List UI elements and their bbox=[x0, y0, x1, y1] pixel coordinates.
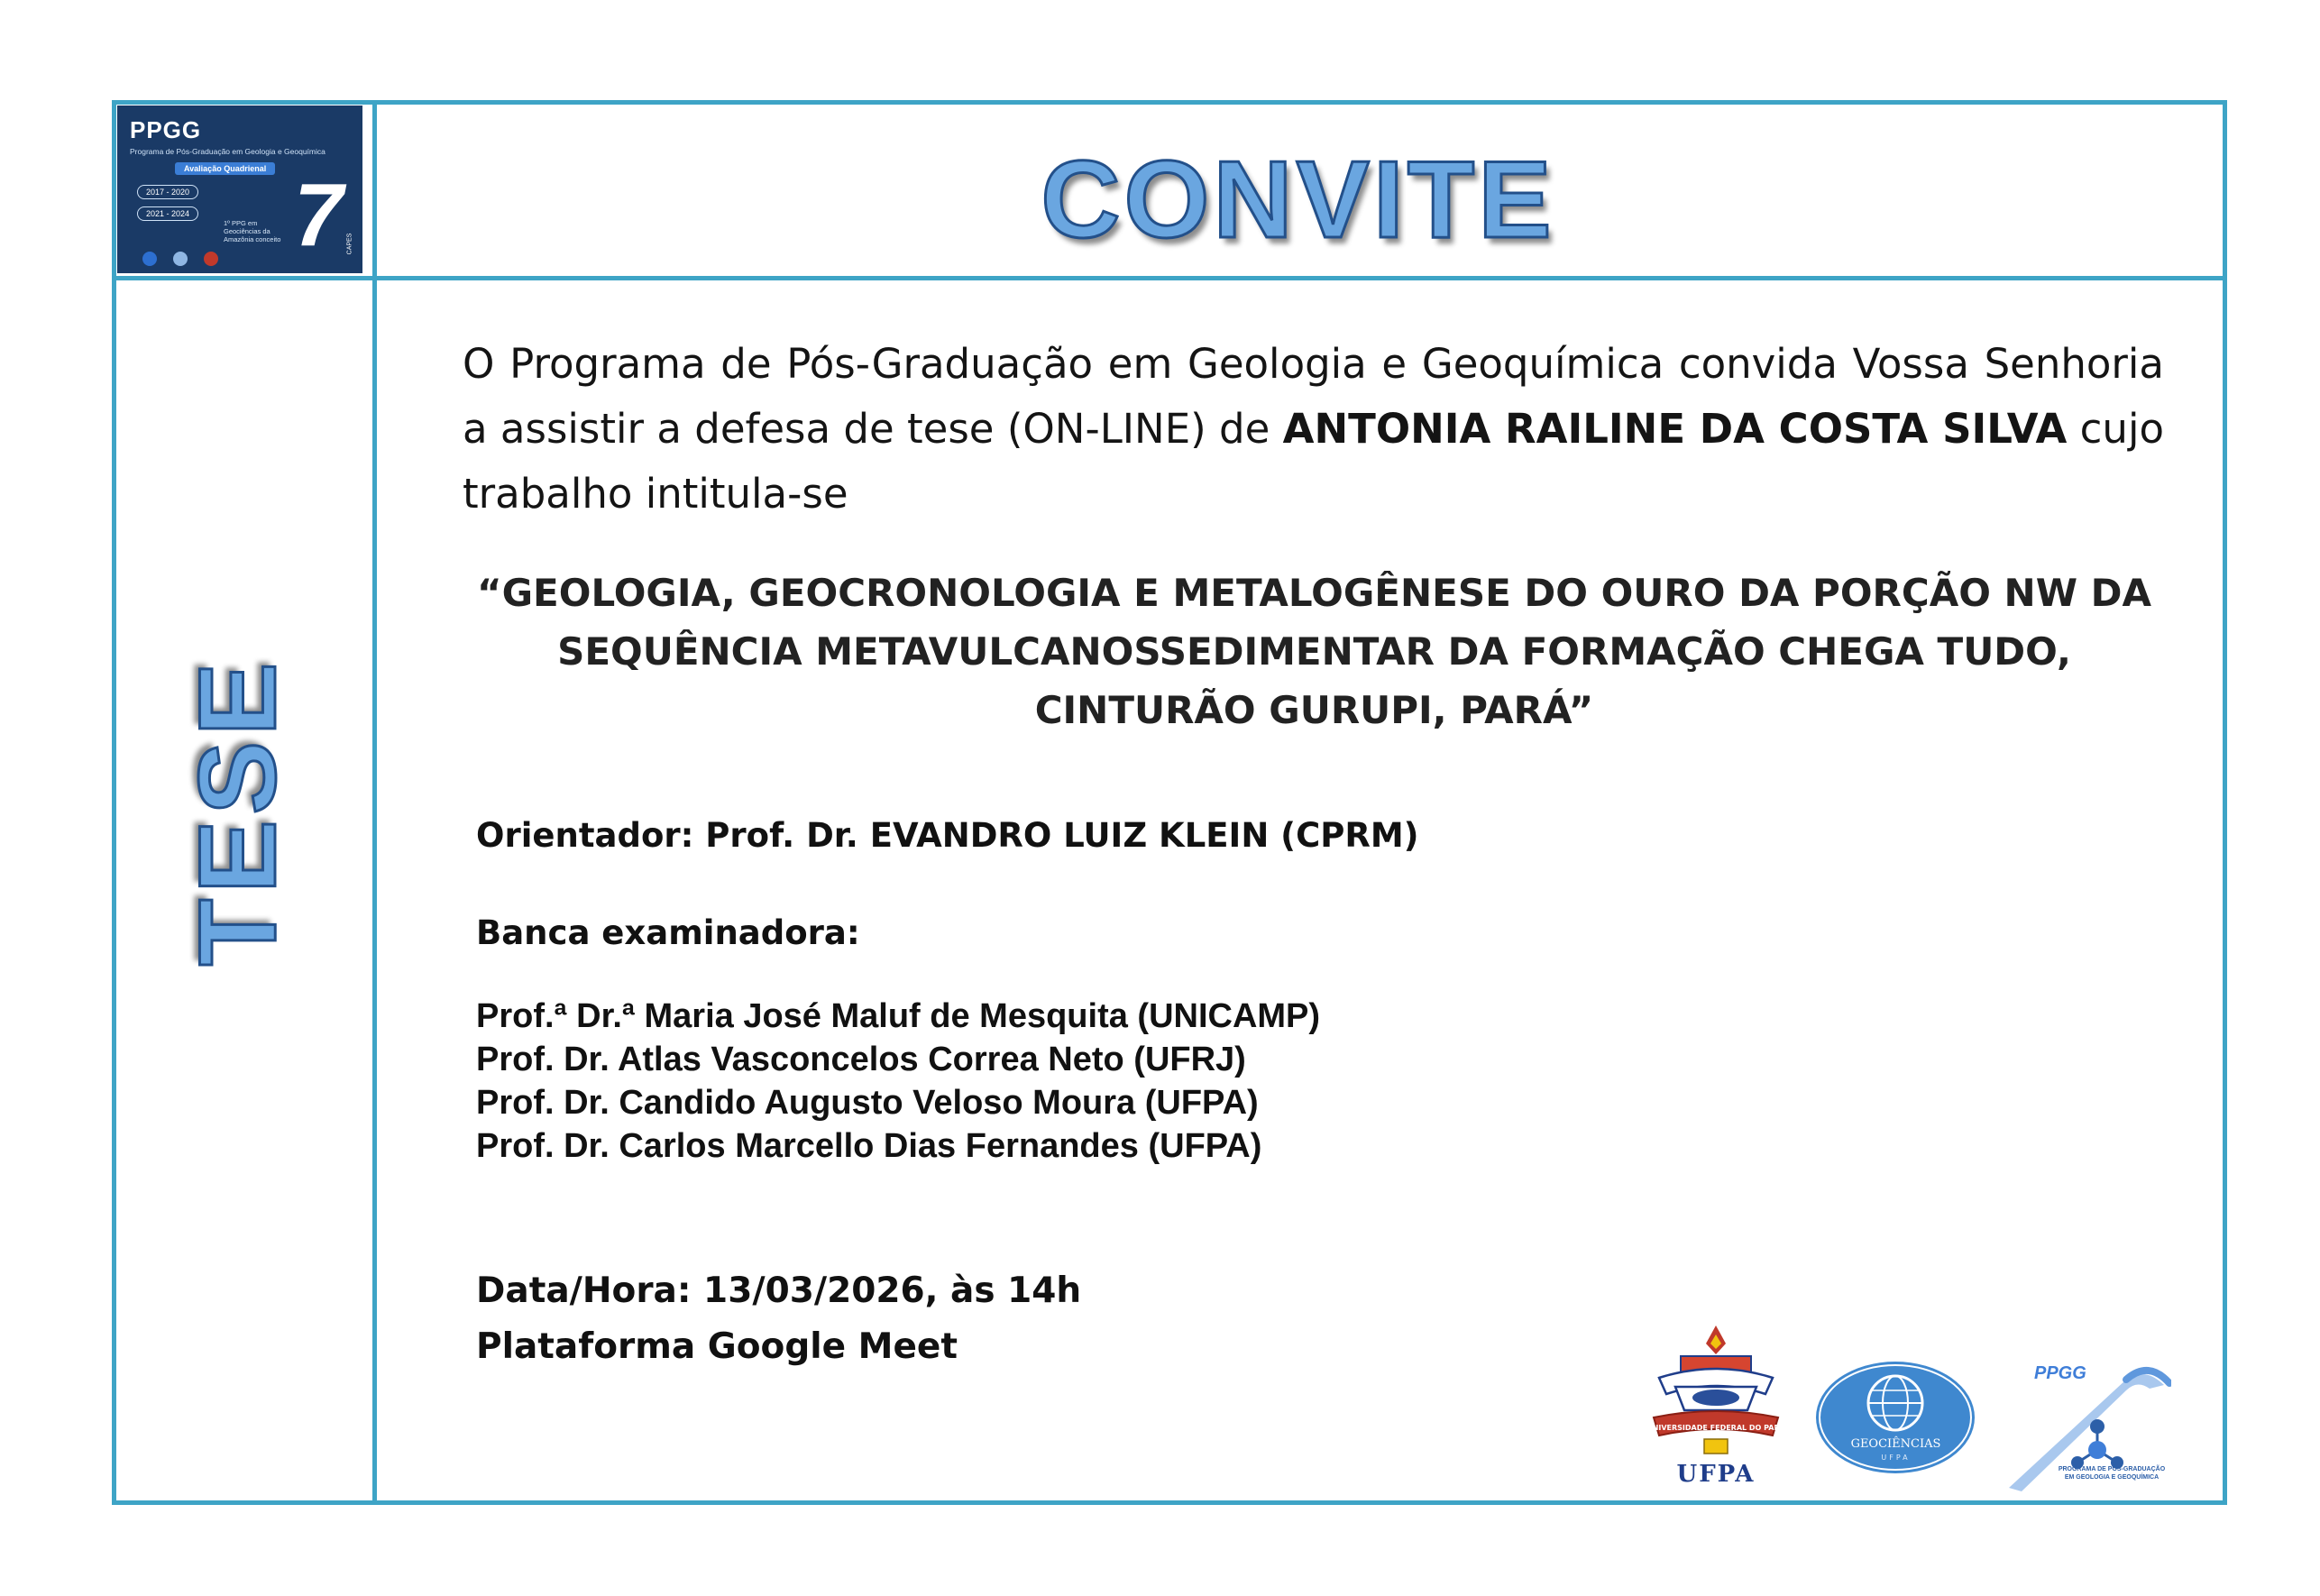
thesis-title: “GEOLOGIA, GEOCRONOLOGIA E METALOGÊNESE DO OURO DA PORÇÃO NW DA SEQUÊNCIA METAVULCANOSSEDIMENTAR DA FORMAÇÃO CHEGA TUDO, CINTURÃO GURUPI, PARÁ” bbox=[476, 571, 2152, 732]
badge-agency: CAPES bbox=[346, 233, 353, 255]
ufpa-ribbon-text: UNIVERSIDADE FEDERAL DO PARÁ bbox=[1648, 1424, 1784, 1432]
geociencias-logo-text: GEOCIÊNCIAS bbox=[1850, 1437, 1941, 1451]
candidate-name: ANTONIA RAILINE DA COSTA SILVA bbox=[1282, 405, 2068, 453]
ppgg-logo-label: PPGG bbox=[2034, 1363, 2086, 1383]
ufpa-logo-text: UFPA bbox=[1676, 1461, 1756, 1488]
committee-member: Prof. Dr. Candido Augusto Veloso Moura (UFPA) bbox=[476, 1084, 1259, 1122]
badge-title: PPGG bbox=[130, 116, 202, 143]
institution-icon-3 bbox=[204, 252, 218, 266]
frame-top-border bbox=[112, 100, 2227, 105]
badge-subtitle: Programa de Pós-Graduação em Geologia e Geoquímica bbox=[130, 147, 326, 156]
ppgg-logo bbox=[1991, 1344, 2171, 1497]
frame-right-border bbox=[2223, 100, 2227, 1505]
frame-row-divider bbox=[112, 276, 2227, 280]
ufpa-logo bbox=[1648, 1324, 1784, 1486]
badge-period-1: 2017 - 2020 bbox=[137, 185, 198, 199]
institution-icon-1 bbox=[142, 252, 157, 266]
badge-period-2: 2021 - 2024 bbox=[137, 206, 198, 221]
badge-note: 1º PPG em Geociências da Amazônia conceito bbox=[224, 219, 281, 243]
geociencias-logo-subtext: UFPA bbox=[1881, 1454, 1911, 1462]
badge-evaluation-label: Avaliação Quadrienal bbox=[175, 162, 275, 175]
committee-member: Prof. Dr. Atlas Vasconcelos Correa Neto (UFRJ) bbox=[476, 1041, 1246, 1078]
badge-grade: 7 bbox=[294, 165, 344, 264]
frame-bottom-border bbox=[112, 1500, 2227, 1505]
committee-member: Prof. Dr. Carlos Marcello Dias Fernandes (UFPA) bbox=[476, 1127, 1262, 1165]
committee-heading: Banca examinadora: bbox=[476, 913, 860, 952]
invitation-text-2: cujo trabalho intitula-se bbox=[463, 405, 2164, 518]
invitation-text-1: O Programa de Pós-Graduação em Geologia e Geoquímica convida Vossa Senhoria a assistir a defesa de tese (ON-LINE) de bbox=[463, 340, 2164, 453]
meeting-platform: Plataforma Google Meet bbox=[476, 1326, 958, 1367]
date-time: Data/Hora: 13/03/2026, às 14h bbox=[476, 1270, 1082, 1311]
ppgg-evaluation-badge bbox=[117, 105, 362, 273]
ufpa-crest-icon bbox=[1648, 1324, 1784, 1459]
frame-left-border bbox=[112, 100, 116, 1505]
invitation-paragraph bbox=[463, 332, 2164, 527]
institution-icon-2 bbox=[173, 252, 188, 266]
advisor-line: Orientador: Prof. Dr. EVANDRO LUIZ KLEIN (CPRM) bbox=[476, 816, 1419, 855]
geociencias-logo bbox=[1812, 1360, 1979, 1475]
committee-member: Prof.ª Dr.ª Maria José Maluf de Mesquita (UNICAMP) bbox=[476, 997, 1321, 1035]
committee-list bbox=[476, 995, 1320, 1168]
page-title: CONVITE bbox=[1041, 138, 1555, 261]
ppgg-logo-caption: PROGRAMA DE PÓS-GRADUAÇÃO EM GEOLOGIA E GEOQUÍMICA bbox=[2058, 1466, 2166, 1481]
side-label: TESE bbox=[176, 656, 298, 967]
frame-column-divider bbox=[372, 100, 377, 1505]
